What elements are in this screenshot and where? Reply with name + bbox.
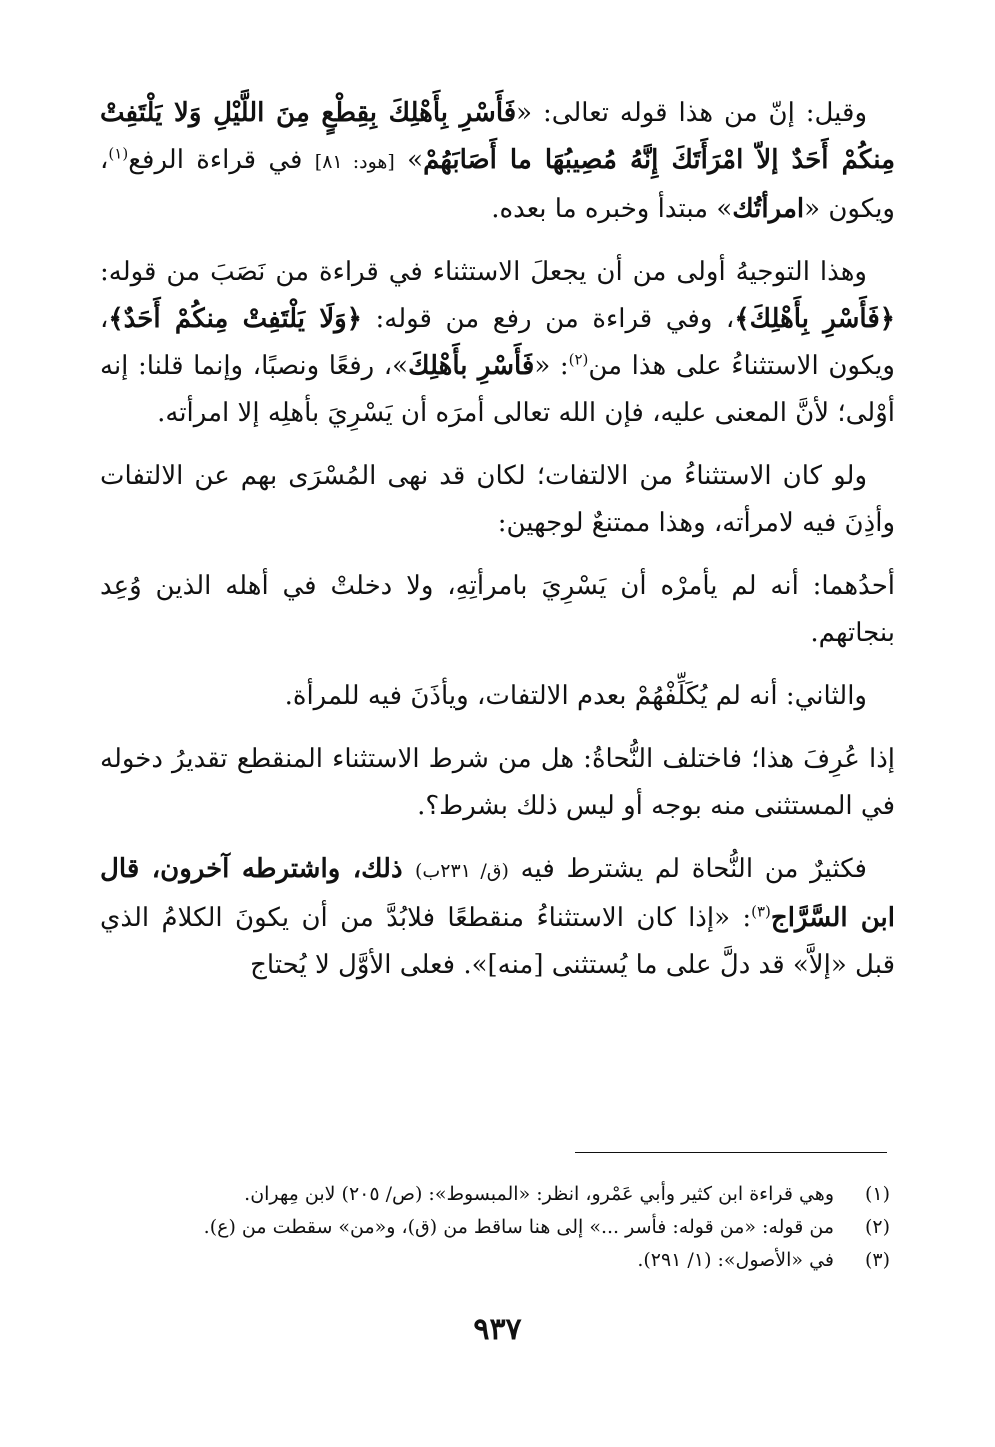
paragraph-text: : «إذا كان الاستثناءُ منقطعًا فلابُدَّ من أن يكونَ الكلامُ الذي قبل «إلاَّ» قد دلَّ على ما يُستثنى [منه]». فعلى الأوَّل لا يُحتاج [100,903,895,980]
quoted-word: امرأتُك [732,194,805,224]
footnote-marker: (٢) [568,350,589,369]
footnote-2 [100,1211,890,1244]
footnote-marker: (٣) [751,902,771,921]
paragraph-1 [100,90,895,233]
footnote-number: (٣) [864,1249,890,1271]
footnote-number: (١) [864,1183,890,1205]
paragraph-text: فكثيرٌ من النُّحاة لم يشترط فيه [508,854,867,884]
quran-quote: ﴿فَأَسْرِ بِأَهْلِكَ﴾ [734,304,895,334]
quote-mark: » [407,145,424,175]
quoted-word: فَأَسْرِ بأَهْلِكَ [408,351,535,381]
paragraph-text: » مبتدأ وخبره ما بعده. [491,194,733,224]
quran-quote: فَأَسْرِ بِأَهْلِكَ بِقِطْعٍ مِنَ اللَّيْلِ وَلا يَلْتَفِتْ مِنكُمْ أَحَدٌ إلاّ امْرَأَتَكَ إِنَّهُ مُصِيبُهَا ما أَصَابَهُمْ [100,98,896,175]
paragraph-2 [100,249,895,437]
paragraph-text: في قراءة الرفع [128,145,315,175]
paragraph-text: »، رفعًا ونصبًا، وإنما قلنا: إنه أوْلى؛ لأنَّ المعنى عليه، فإن الله تعالى أمرَه أن يَسْرِيَ بأهلِه إلا امرأته. [100,351,895,428]
paragraph-5: والثاني: أنه لم يُكَلِّفْهُمْ بعدم الالتفات، ويأذَنَ فيه للمرأة. [284,681,867,711]
paragraph-text: وقيل: إنّ من هذا قوله تعالى: « [516,98,868,128]
footnote-marker: (١) [108,144,129,163]
footnote-text: وهي قراءة ابن كثير وأبي عَمْرو، انظر: «المبسوط»: (ص/ ٢٠٥) لابن مِهران. [244,1183,834,1205]
footnote-separator [575,1152,887,1153]
verse-reference: [هود: ٨١] [314,151,395,173]
paragraph-4: أحدُهما: أنه لم يأمرْه أن يَسْرِيَ بامرأتِهِ، ولا دخلتْ في أهله الذين وُعِد بنجاتهم. [100,571,895,648]
paragraph-text: ذلك، واشترطه آخرون، قال ابن السَّرَّاج [100,854,895,933]
paragraph-text: ، ويكون الاستثناءُ على هذا من [100,304,895,381]
paragraph-text: : « [534,351,569,381]
footnotes [100,1178,890,1277]
paragraph-6: إذا عُرِفَ هذا؛ فاختلف النُّحاةُ: هل من شرط الاستثناء المنقطع تقديرُ دخوله في المستثنى منه بوجه أو ليس ذلك بشرط؟. [100,744,895,821]
paragraph-3: ولو كان الاستثناءُ من الالتفات؛ لكان قد نهى المُسْرَى بهم عن الالتفات وأذِنَ فيه لامرأته، وهذا ممتنعٌ لوجهين: [100,461,895,538]
paragraph-text: ، وفي قراءة من رفع من قوله: [361,304,735,334]
page-number: ٩٣٧ [473,1312,522,1347]
paragraph-text: ، ويكون « [100,145,895,224]
manuscript-reference: (ق/ ٢٣١ب) [414,860,509,882]
page-body [100,90,895,1005]
footnote-3 [100,1244,890,1277]
quran-quote: ﴿وَلَا يَلْتَفِتْ مِنكُمْ أَحَدٌ﴾ [108,304,362,334]
footnote-text: من قوله: «من قوله: فأسر ...» إلى هنا ساقط من (ق)، و«من» سقطت من (ع). [203,1216,834,1238]
footnote-text: في «الأصول»: (١/ ٢٩١). [637,1249,834,1271]
footnote-number: (٢) [864,1216,890,1238]
paragraph-text: وهذا التوجيهُ أولى من أن يجعلَ الاستثناء في قراءة من نَصَبَ من قوله: [100,257,867,287]
paragraph-7 [100,846,895,989]
footnote-1 [100,1178,890,1211]
